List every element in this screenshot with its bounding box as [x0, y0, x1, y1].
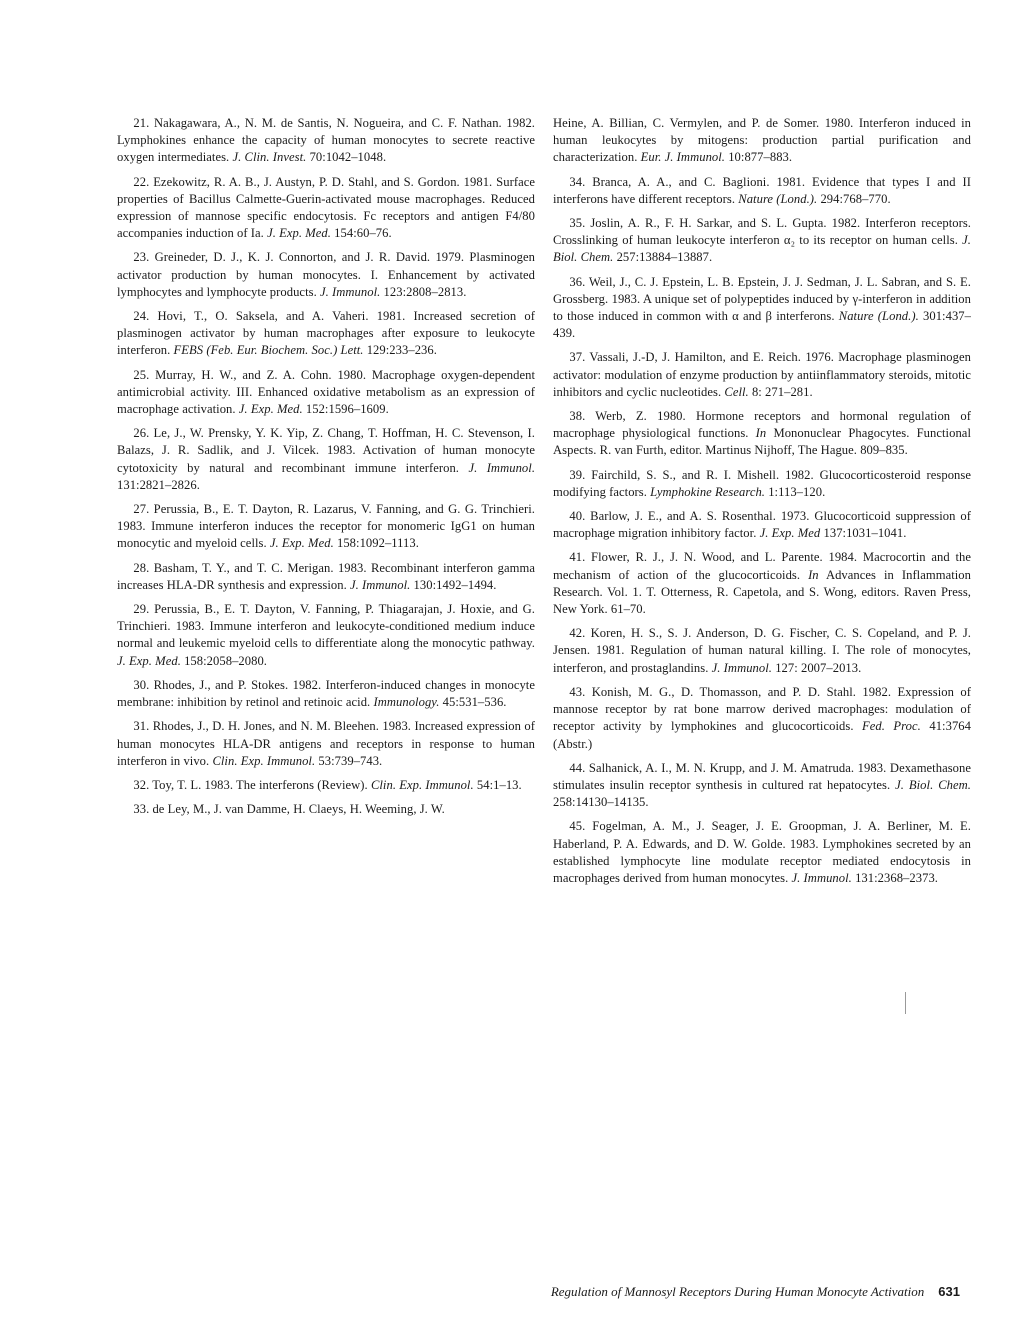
page-number: 631 [938, 1284, 960, 1299]
reference-23: 23. Greineder, D. J., K. J. Connorton, and J. R. David. 1979. Plasminogen activator production by human monocytes. I. Enhancement by activated lymphocytes and lymphocyte products. J. Immunol. 123:2808–2813. [117, 250, 535, 299]
reference-24: 24. Hovi, T., O. Saksela, and A. Vaheri. 1981. Increased secretion of plasminogen activator by human macrophages after exposure to leukocyte interferon. FEBS (Feb. Eur. Biochem. Soc.) Lett. 129:233–236. [117, 309, 535, 358]
reference-37: 37. Vassali, J.-D, J. Hamilton, and E. Reich. 1976. Macrophage plasminogen activator: modulation of enzyme production by antiinflammatory steroids, mitotic inhibitors and cyclic nucleotides. Cell. 8: 271–281. [553, 350, 971, 399]
running-title: Regulation of Mannosyl Receptors During Human Monocyte Activation [550, 1284, 925, 1299]
reference-29: 29. Perussia, B., E. T. Dayton, V. Fanning, P. Thiagarajan, J. Hoxie, and G. Trinchieri. 1983. Immune interferon and leukocyte-conditioned medium induce normal and leukemic myeloid cells to differentiate along the monocytic pathway. J. Exp. Med. 158:2058–2080. [117, 602, 535, 668]
references-left-column [117, 115, 535, 825]
reference-31: 31. Rhodes, J., D. H. Jones, and N. M. Bleehen. 1983. Increased expression of human monocytes HLA-DR antigens and receptors in response to human interferon in vivo. Clin. Exp. Immunol. 53:739–743. [117, 719, 535, 768]
reference-38: 38. Werb, Z. 1980. Hormone receptors and hormonal regulation of macrophage physiological functions. In Mononuclear Phagocytes. Functional Aspects. R. van Furth, editor. Martinus Nijhoff, The Hague. 809–835. [553, 409, 971, 458]
reference-25: 25. Murray, H. W., and Z. A. Cohn. 1980. Macrophage oxygen-dependent antimicrobial activity. III. Enhanced oxidative metabolism as an expression of macrophage activation. J. Exp. Med. 152:1596–1609. [117, 367, 535, 417]
reference-39: 39. Fairchild, S. S., and R. I. Mishell. 1982. Glucocorticosteroid response modifying factors. Lymphokine Research. 1:113–120. [553, 467, 971, 499]
reference-40: 40. Barlow, J. E., and A. S. Rosenthal. 1973. Glucocorticoid suppression of macrophage migration inhibitory factor. J. Exp. Med 137:1031–1041. [553, 509, 971, 541]
reference-34: 34. Branca, A. A., and C. Baglioni. 1981. Evidence that types I and II interferons have different receptors. Nature (Lond.). 294:768–770. [553, 174, 971, 206]
page-footer [0, 1284, 960, 1300]
reference-33: 33. de Ley, M., J. van Damme, H. Claeys, H. Weeming, J. W. [133, 802, 445, 817]
reference-32: 32. Toy, T. L. 1983. The interferons (Review). Clin. Exp. Immunol. 54:1–13. [133, 777, 522, 792]
reference-21: 21. Nakagawara, A., N. M. de Santis, N. Nogueira, and C. F. Nathan. 1982. Lymphokines enhance the capacity of human monocytes to secrete reactive oxygen intermediates. J. Clin. Invest. 70:1042–1048. [117, 116, 535, 165]
reference-44: 44. Salhanick, A. I., M. N. Krupp, and J. M. Amatruda. 1983. Dexamethasone stimulates insulin receptor synthesis in cultured rat hepatocytes. J. Biol. Chem. 258:14130–14135. [553, 760, 971, 810]
reference-45: 45. Fogelman, A. M., J. Seager, J. E. Groopman, J. A. Berliner, M. E. Haberland, P. A. Edwards, and D. W. Golde. 1983. Lymphokines secreted by an established lymphocyte line modulate receptor mediated endocytosis in macrophages derived from human monocytes. J. Immunol. 131:2368–2373. [553, 819, 971, 885]
reference-35: 35. Joslin, A. R., F. H. Sarkar, and S. L. Gupta. 1982. Interferon receptors. Crosslinking of human leukocyte interferon α₂ to its receptor on human cells. J. Biol. Chem. 257:13884–13887. [553, 216, 971, 265]
reference-27: 27. Perussia, B., E. T. Dayton, R. Lazarus, V. Fanning, and G. G. Trinchieri. 1983. Immune interferon induces the receptor for monomeric IgG1 on human monocytic and myeloid cells. J. Exp. Med. 158:1092–1113. [117, 502, 535, 551]
reference-36: 36. Weil, J., C. J. Epstein, L. B. Epstein, J. J. Sedman, J. L. Sabran, and S. E. Grossberg. 1983. A unique set of polypeptides induced by γ-interferon in addition to those induced in common with α and β interferons. Nature (Lond.). 301:437–439. [553, 274, 971, 341]
reference-30: 30. Rhodes, J., and P. Stokes. 1982. Interferon-induced changes in monocyte membrane: inhibition by retinol and retinoic acid. Immunology. 45:531–536. [117, 677, 535, 710]
reference-28: 28. Basham, T. Y., and T. C. Merigan. 1983. Recombinant interferon gamma increases HLA-DR synthesis and expression. J. Immunol. 130:1492–1494. [117, 560, 535, 592]
scan-mark [905, 992, 906, 1014]
reference-42: 42. Koren, H. S., S. J. Anderson, D. G. Fischer, C. S. Copeland, and P. J. Jensen. 1981. Regulation of human natural killing. I. The role of monocytes, interferon, and prostaglandins. J. Immunol. 127: 2007–2013. [553, 626, 971, 675]
reference-33-continued: Heine, A. Billian, C. Vermylen, and P. de Somer. 1980. Interferon induced in human leukocytes by mitogens: production partial purification and characterization. Eur. J. Immunol. 10:877–883. [553, 116, 971, 165]
reference-43: 43. Konish, M. G., D. Thomasson, and P. D. Stahl. 1982. Expression of mannose receptor by rat bone marrow derived macrophages: modulation of receptor activity by lymphokines and glucocorticoids. Fed. Proc. 41:3764 (Abstr.) [553, 684, 971, 751]
reference-26: 26. Le, J., W. Prensky, Y. K. Yip, Z. Chang, T. Hoffman, H. C. Stevenson, I. Balazs, J. R. Sadlik, and J. Vilcek. 1983. Activation of human monocyte cytotoxicity by natural and recombinant immune interferon. J. Immunol. 131:2821–2826. [117, 426, 536, 492]
reference-41: 41. Flower, R. J., J. N. Wood, and L. Parente. 1984. Macrocortin and the mechanism of action of the glucocorticoids. In Advances in Inflammation Research. Vol. 1. T. Otterness, R. Capetola, and S. Wong, editors. Raven Press, New York. 61–70. [553, 550, 971, 617]
reference-22: 22. Ezekowitz, R. A. B., J. Austyn, P. D. Stahl, and S. Gordon. 1981. Surface properties of Bacillus Calmette-Guerin-activated mouse macrophages. Reduced expression of mannose specific endocytosis. Fc receptors and antigen F4/80 accompanies induction of Ia. J. Exp. Med. 154:60–76. [117, 174, 535, 241]
references-right-column [553, 115, 971, 894]
